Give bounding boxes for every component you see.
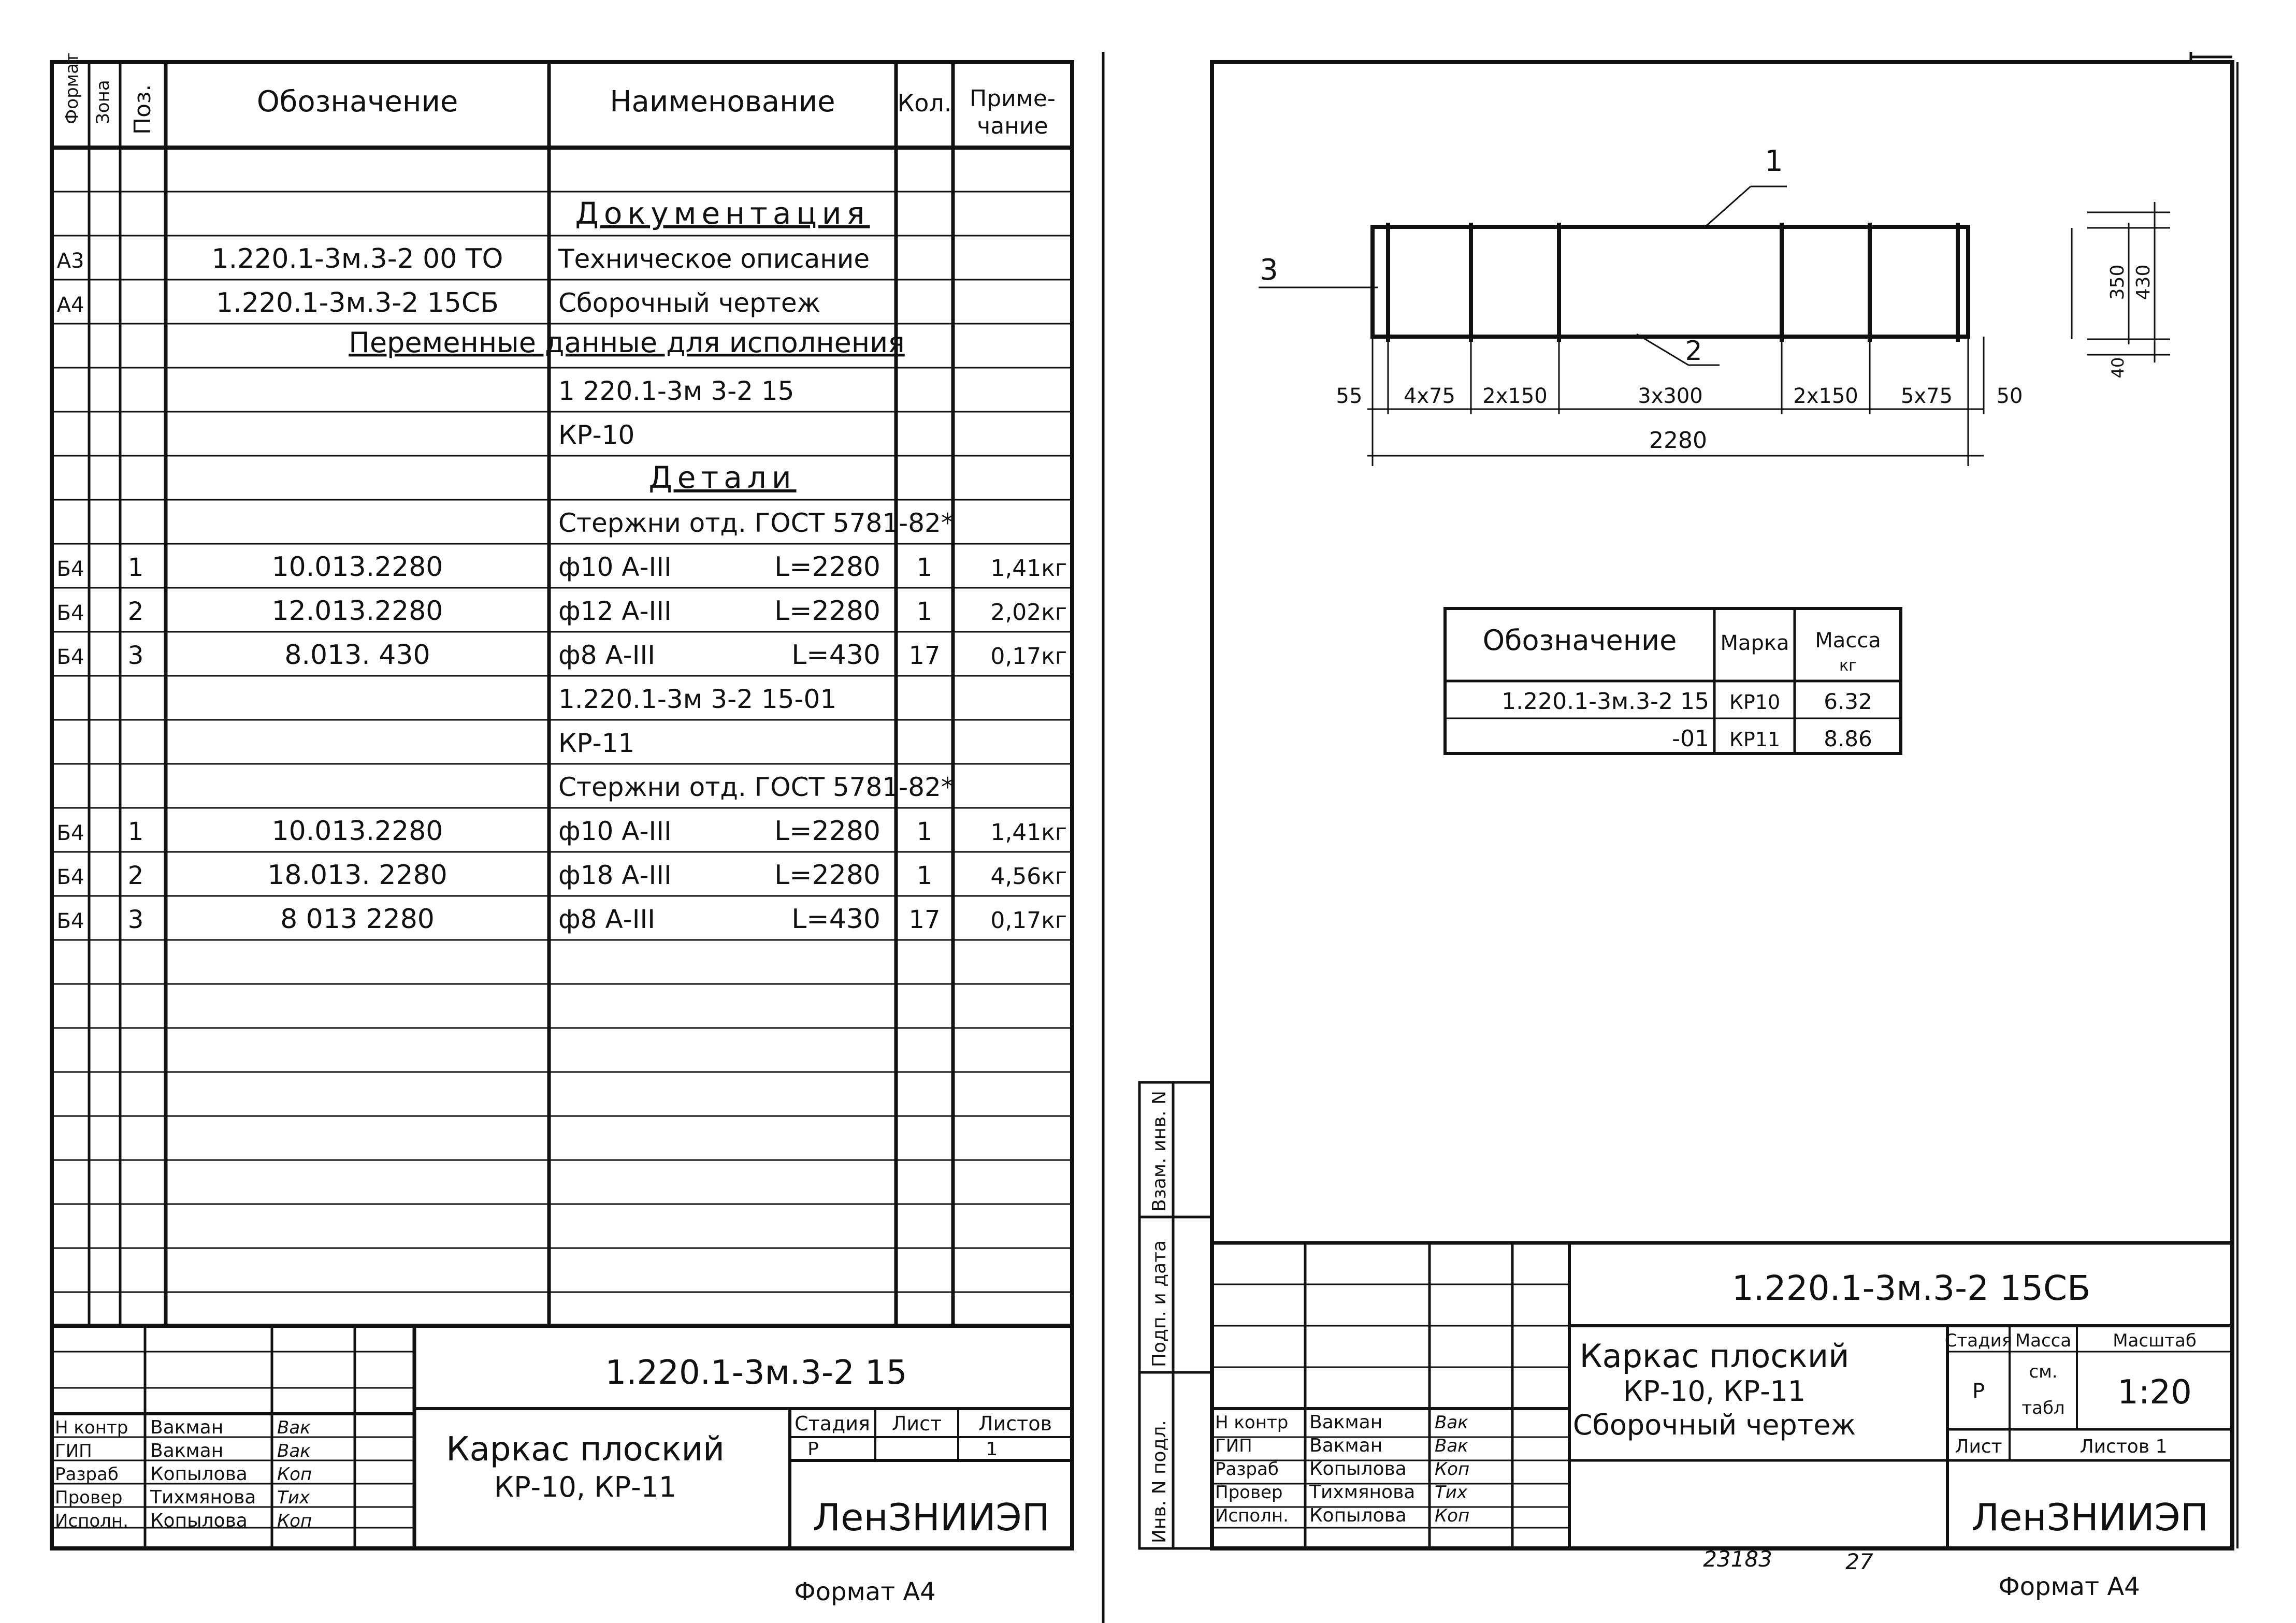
row-name: ф18 А-III xyxy=(558,860,672,890)
row-length: L=430 xyxy=(791,640,880,671)
row-name: Сборочный чертеж xyxy=(558,288,820,318)
dim-4x75: 4x75 xyxy=(1403,384,1456,408)
mass-header-unit: кг xyxy=(1839,657,1857,675)
signer-signature: Коп xyxy=(1435,1459,1470,1480)
frame-outline xyxy=(1373,227,1968,337)
row-name: Стержни отд. ГОСТ 5781-82* xyxy=(558,772,954,802)
row-format: А3 xyxy=(56,249,84,273)
leader-1: 1 xyxy=(1765,144,1783,178)
leader-2: 2 xyxy=(1685,336,1702,367)
right-mass-table: табл xyxy=(2021,1398,2065,1418)
header-qty: Кол. xyxy=(897,89,952,117)
row-designation: 18.013. 2280 xyxy=(267,860,447,891)
row-qty: 1 xyxy=(916,553,933,582)
left-sheets: 1 xyxy=(986,1439,998,1460)
header-zone: Зона xyxy=(93,80,113,124)
row-name: ф8 А-III xyxy=(558,640,655,670)
row-pos: 3 xyxy=(127,641,144,670)
row-name: КР-10 xyxy=(558,420,635,450)
row-name: ф8 А-III xyxy=(558,904,655,934)
signer-signature: Тих xyxy=(277,1487,310,1508)
side-podp: Подп. и дата xyxy=(1149,1240,1170,1367)
side-inv: Инв. N подл. xyxy=(1149,1420,1170,1543)
row-qty: 17 xyxy=(908,641,941,670)
variable-data-heading: Переменные данные для исполнения xyxy=(349,326,905,359)
table-row xyxy=(57,287,820,318)
right-stage: Р xyxy=(1972,1380,1985,1403)
signer-name: Копылова xyxy=(150,1463,248,1485)
signer-signature: Коп xyxy=(277,1511,312,1531)
signer-signature: Коп xyxy=(1435,1505,1470,1526)
left-format-label: Формат А4 xyxy=(794,1577,936,1606)
left-stage: Р xyxy=(807,1439,819,1460)
signer-role: ГИП xyxy=(55,1441,92,1461)
row-length: L=2280 xyxy=(774,596,880,627)
row-name: Детали xyxy=(648,460,797,495)
signer-role: Провер xyxy=(1215,1482,1283,1503)
row-length: L=2280 xyxy=(774,860,880,891)
left-stamp-code: 1.220.1-3м.3-2 15 xyxy=(605,1354,907,1392)
mass-row-desig: -01 xyxy=(1672,726,1709,752)
dim-350: 350 xyxy=(2107,264,2128,300)
right-stage-label: Стадия xyxy=(1944,1330,2013,1351)
row-designation: 10.013.2280 xyxy=(271,552,443,583)
row-designation: 10.013.2280 xyxy=(271,816,443,847)
row-note: 0,17кг xyxy=(990,643,1067,670)
right-sheet-label: Лист xyxy=(1955,1436,2002,1457)
signer-name: Вакман xyxy=(1309,1435,1383,1456)
header-designation: Обозначение xyxy=(256,85,458,119)
table-row xyxy=(57,904,1067,935)
signer-name: Вакман xyxy=(150,1417,224,1438)
left-stage-label: Стадия xyxy=(795,1412,870,1435)
dim-5x75: 5x75 xyxy=(1900,384,1953,408)
table-row xyxy=(57,860,1067,891)
row-format: Б4 xyxy=(56,865,84,889)
row-format: А4 xyxy=(56,293,84,317)
row-format: Б4 xyxy=(56,909,84,933)
mass-header-desig: Обозначение xyxy=(1482,624,1677,657)
row-pos: 1 xyxy=(127,817,144,846)
row-designation: 1.220.1-3м.3-2 00 ТО xyxy=(211,243,503,274)
signer-signature: Тих xyxy=(1435,1482,1467,1503)
row-format: Б4 xyxy=(56,645,84,669)
row-length: L=430 xyxy=(791,904,880,935)
row-designation: 12.013.2280 xyxy=(271,596,443,627)
right-signers xyxy=(1215,1412,1469,1526)
dim-430: 430 xyxy=(2133,264,2154,300)
left-stamp-title-1: Каркас плоский xyxy=(446,1430,725,1469)
signer-name: Тихмянова xyxy=(150,1487,256,1508)
row-designation: 8 013 2280 xyxy=(280,904,435,935)
row-format: Б4 xyxy=(56,557,84,581)
left-sheet xyxy=(52,53,1072,1606)
cross-bars xyxy=(1388,223,1958,342)
table-row xyxy=(1672,726,1872,752)
right-scale-label: Масштаб xyxy=(2113,1330,2197,1351)
mass-header-mass: Масса xyxy=(1815,629,1881,653)
row-name: ф10 А-III xyxy=(558,552,672,582)
dim-55: 55 xyxy=(1336,384,1363,408)
signer-role: Разраб xyxy=(1215,1459,1279,1480)
row-name: ф12 А-III xyxy=(558,596,672,626)
row-qty: 1 xyxy=(916,597,933,626)
mass-row-mark: КР10 xyxy=(1729,691,1781,714)
mass-row-mark: КР11 xyxy=(1729,728,1781,751)
signer-name: Вакман xyxy=(150,1440,224,1461)
mass-row-mass: 8.86 xyxy=(1824,726,1872,751)
signer-signature: Вак xyxy=(1435,1436,1468,1456)
dim-40: 40 xyxy=(2108,357,2128,379)
row-name: Документация xyxy=(575,196,870,231)
row-pos: 3 xyxy=(127,905,144,934)
row-qty: 1 xyxy=(916,817,933,846)
signer-role: Разраб xyxy=(55,1464,119,1485)
row-note: 4,56кг xyxy=(990,863,1067,890)
signer-name: Копылова xyxy=(150,1510,248,1531)
header-note-1: Приме- xyxy=(970,85,1056,112)
header-name: Наименование xyxy=(610,85,835,119)
signer-signature: Вак xyxy=(1435,1412,1468,1433)
signer-name: Копылова xyxy=(1309,1458,1407,1480)
table-row xyxy=(558,508,954,538)
table-row xyxy=(558,376,795,406)
table-row xyxy=(57,816,1067,847)
signer-role: Н контр xyxy=(1215,1412,1289,1433)
table-row xyxy=(57,243,870,274)
row-pos: 2 xyxy=(127,861,144,890)
row-designation: 1.220.1-3м.3-2 15СБ xyxy=(216,287,499,318)
table-row xyxy=(648,460,796,495)
signer-role: Н контр xyxy=(55,1417,128,1438)
header-format: Формат xyxy=(62,53,82,124)
right-sheet xyxy=(1139,52,2237,1601)
signer-name: Вакман xyxy=(1309,1412,1383,1433)
signer-signature: Коп xyxy=(277,1464,312,1485)
bottom-number: 23183 xyxy=(1703,1546,1772,1572)
side-vzam: Взам. инв. N xyxy=(1149,1091,1170,1212)
row-pos: 2 xyxy=(127,597,144,626)
left-org: ЛенЗНИИЭП xyxy=(813,1496,1050,1539)
row-name: 1.220.1-3м 3-2 15-01 xyxy=(558,684,837,714)
right-format-label: Формат А4 xyxy=(1998,1572,2140,1601)
frame-drawing xyxy=(1259,144,2170,466)
right-scale: 1:20 xyxy=(2117,1373,2192,1412)
right-mass-see: см. xyxy=(2029,1361,2058,1382)
dim-50: 50 xyxy=(1996,384,2023,408)
row-note: 1,41кг xyxy=(990,819,1067,846)
signer-name: Тихмянова xyxy=(1309,1482,1416,1503)
right-org: ЛенЗНИИЭП xyxy=(1971,1496,2208,1539)
signer-role: ГИП xyxy=(1215,1436,1252,1456)
spec-rows xyxy=(57,196,1067,935)
header-note-2: чание xyxy=(977,113,1048,139)
table-row xyxy=(575,196,870,231)
left-sheet-label: Лист xyxy=(891,1412,942,1435)
table-row xyxy=(558,420,634,450)
signer-role: Исполн. xyxy=(1215,1505,1289,1526)
mass-row-mass: 6.32 xyxy=(1824,689,1872,714)
dim-total: 2280 xyxy=(1649,427,1707,454)
signer-name: Копылова xyxy=(1309,1505,1407,1526)
table-row xyxy=(57,596,1067,627)
row-note: 1,41кг xyxy=(990,555,1067,582)
mass-row-desig: 1.220.1-3м.3-2 15 xyxy=(1501,688,1709,715)
bottom-page: 27 xyxy=(1845,1549,1873,1574)
right-stamp-title-2: КР-10, КР-11 xyxy=(1623,1375,1806,1408)
right-stamp-title-3: Сборочный чертеж xyxy=(1572,1409,1856,1441)
signer-role: Провер xyxy=(55,1487,123,1508)
right-stamp-title-1: Каркас плоский xyxy=(1579,1337,1850,1375)
row-qty: 1 xyxy=(916,861,933,890)
dim-3x300: 3x300 xyxy=(1638,384,1703,408)
left-stamp-title-2: КР-10, КР-11 xyxy=(494,1471,677,1503)
header-pos: Поз. xyxy=(129,84,156,135)
table-row xyxy=(1501,688,1872,715)
table-row xyxy=(558,684,836,714)
right-stamp-code: 1.220.1-3м.3-2 15СБ xyxy=(1731,1268,2091,1308)
leader-3: 3 xyxy=(1260,253,1278,287)
table-row xyxy=(558,772,954,802)
right-sheets-label: Листов 1 xyxy=(2080,1436,2168,1457)
table-row xyxy=(558,728,634,758)
row-length: L=2280 xyxy=(774,816,880,847)
signer-signature: Вак xyxy=(277,1417,311,1438)
signer-signature: Вак xyxy=(277,1441,311,1461)
dim-2x150-b: 2x150 xyxy=(1793,384,1858,408)
row-format: Б4 xyxy=(56,601,84,625)
row-designation: 8.013. 430 xyxy=(284,640,430,671)
signer-role: Исполн. xyxy=(55,1511,128,1531)
dim-2x150-a: 2x150 xyxy=(1482,384,1548,408)
row-length: L=2280 xyxy=(774,552,880,583)
mass-rows xyxy=(1501,688,1872,752)
table-row xyxy=(57,552,1067,583)
row-qty: 17 xyxy=(908,905,941,934)
row-name: Техническое описание xyxy=(558,244,870,274)
mass-header-mark: Марка xyxy=(1720,631,1789,655)
table-row xyxy=(57,640,1067,671)
row-note: 2,02кг xyxy=(990,599,1067,626)
right-mass-label: Масса xyxy=(2015,1330,2072,1351)
left-sheets-label: Листов xyxy=(978,1412,1052,1435)
row-format: Б4 xyxy=(56,821,84,845)
row-name: 1 220.1-3м 3-2 15 xyxy=(558,376,795,406)
row-name: КР-11 xyxy=(558,728,635,758)
row-pos: 1 xyxy=(127,553,144,582)
row-name: Стержни отд. ГОСТ 5781-82* xyxy=(558,508,954,538)
left-signers xyxy=(55,1417,312,1531)
row-name: ф10 А-III xyxy=(558,816,672,846)
row-note: 0,17кг xyxy=(990,907,1067,934)
